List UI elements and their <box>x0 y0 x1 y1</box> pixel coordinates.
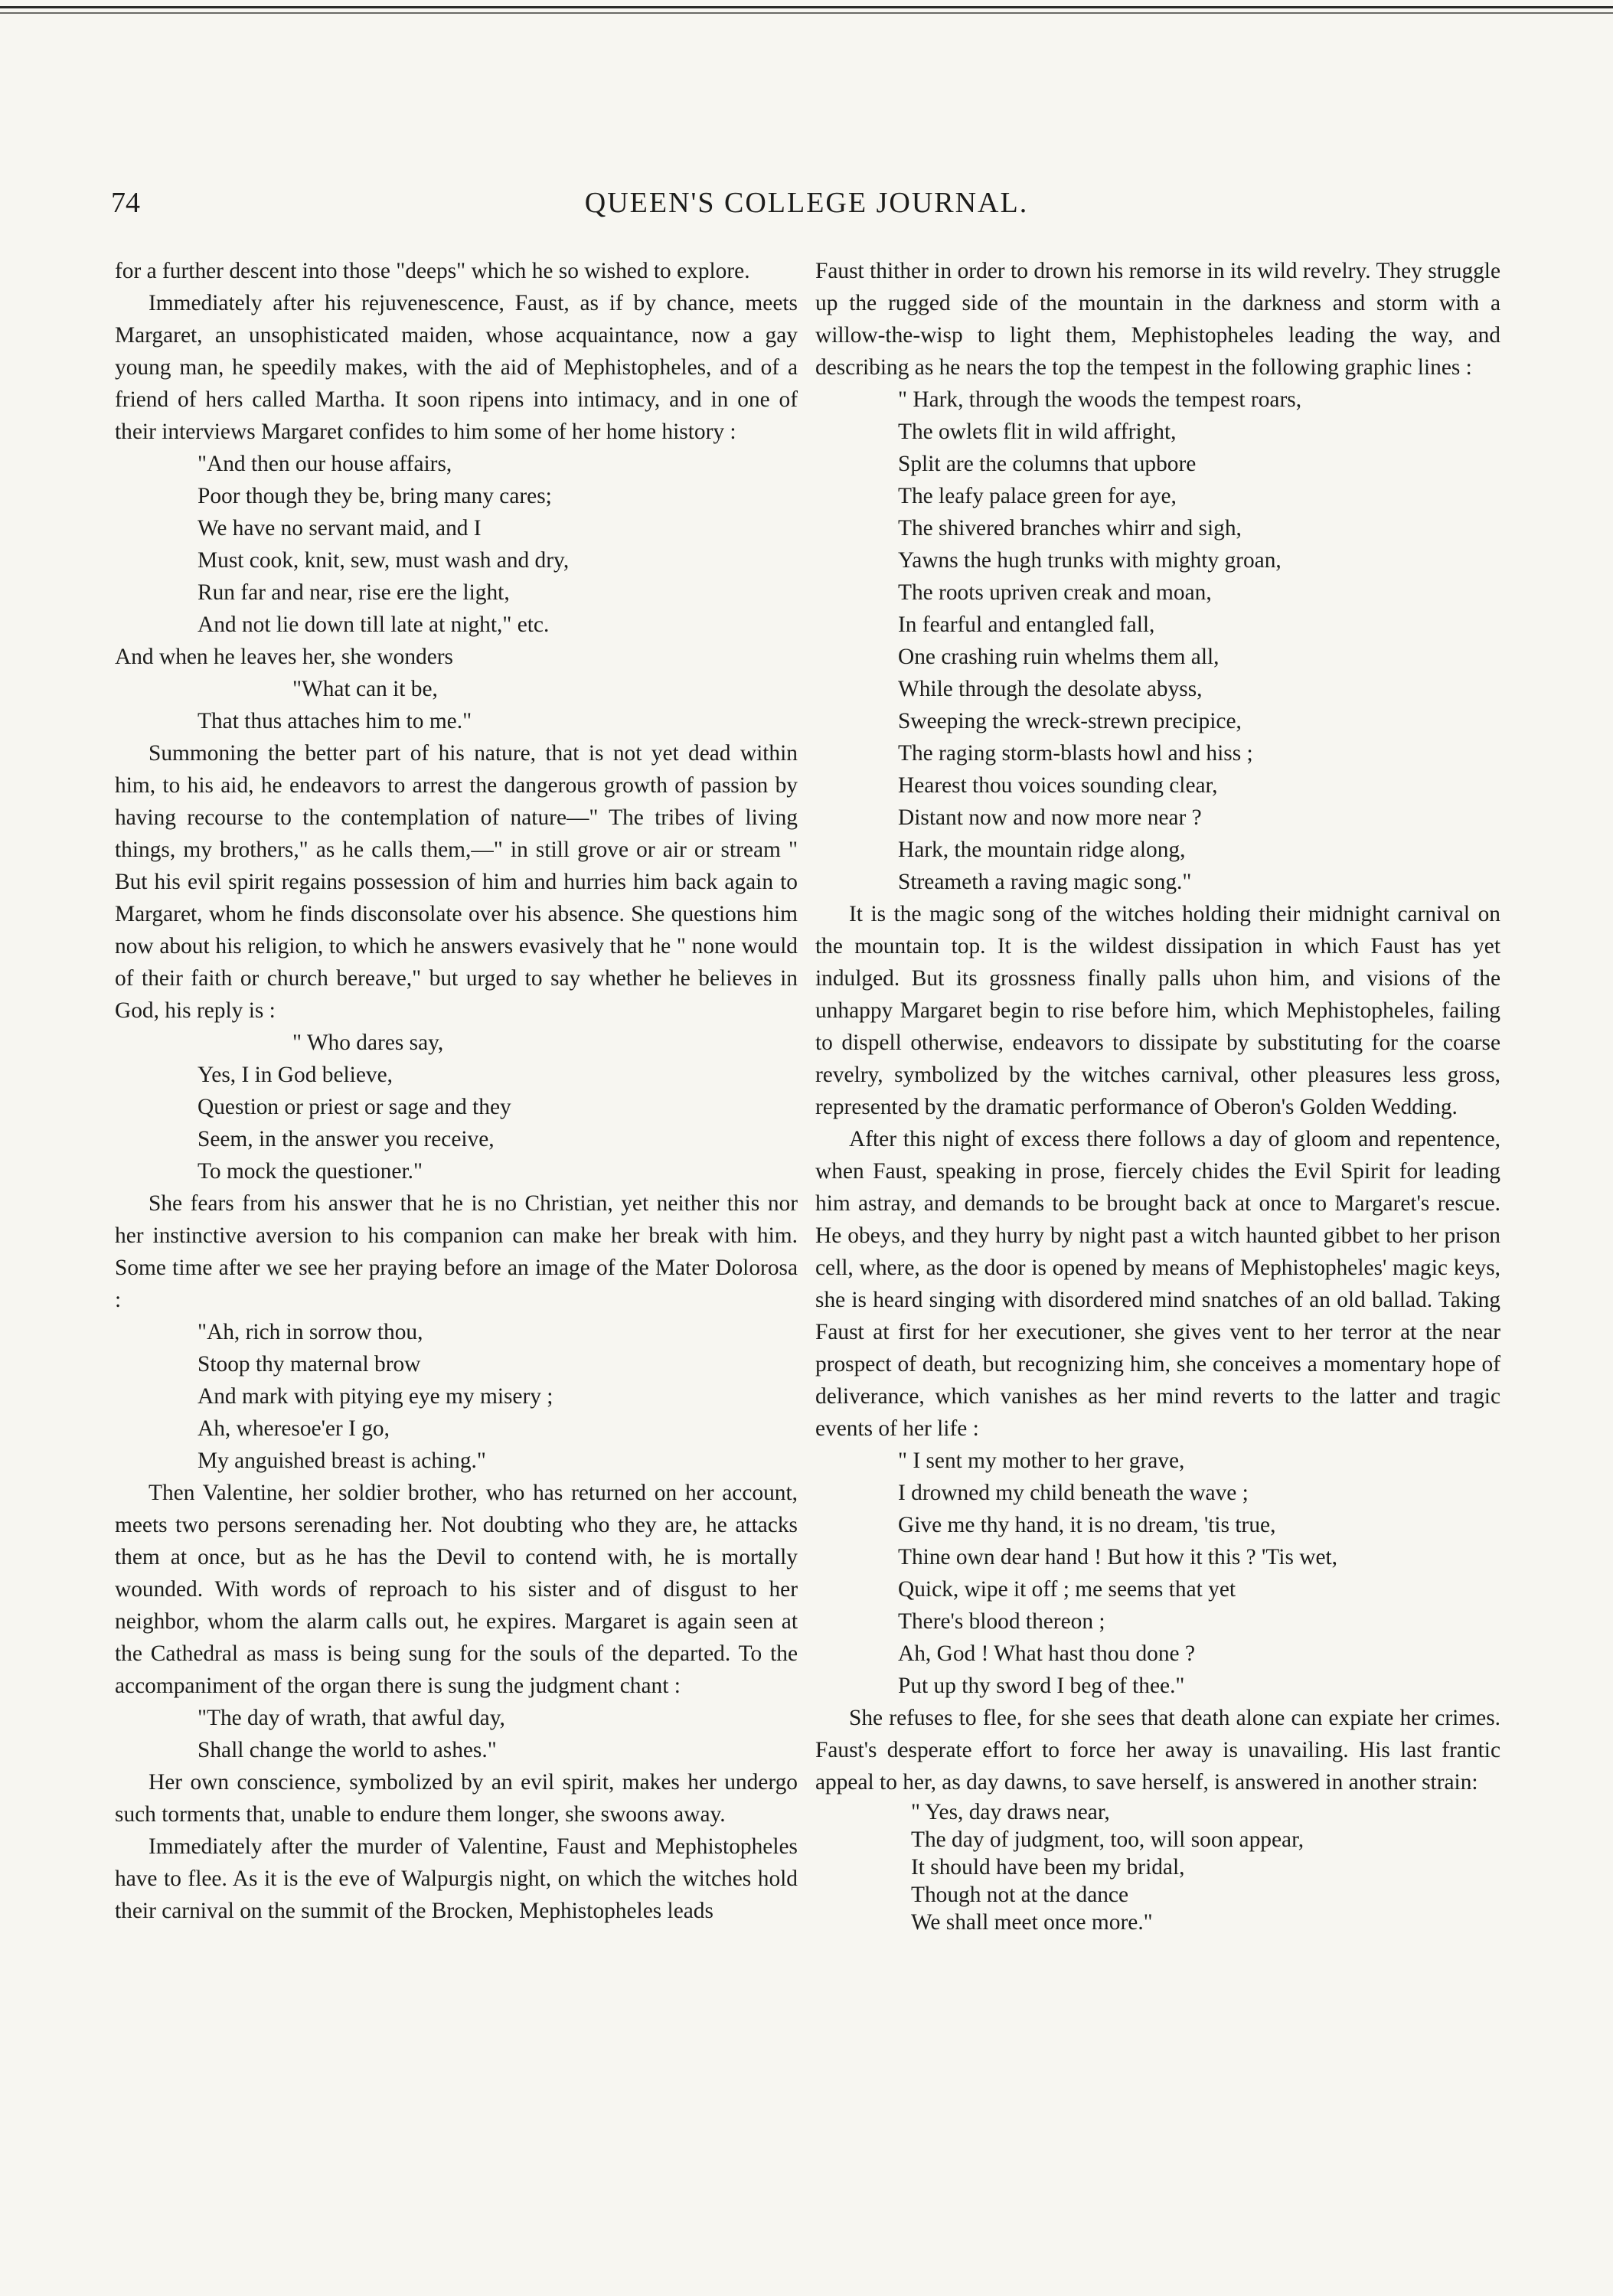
paragraph: Immediately after the murder of Valentine, Faust and Mephistopheles have to flee. As it is the eve of Walpurgis night, on which the witches hold their carnival on the summit of the Brocken, Mephistopheles leads <box>115 1834 798 1923</box>
verse-line: The raging storm-blasts howl and hiss ; <box>898 741 1253 766</box>
verse-tempest <box>815 384 1500 898</box>
verse-line: Yawns the hugh trunks with mighty groan, <box>898 548 1282 573</box>
paragraph: Immediately after his rejuvenescence, Faust, as if by chance, meets Margaret, an unsophisticated maiden, whose acquaintance, now a gay young man, he speedily makes, with the aid of Mephistopheles, and of a friend of hers called Martha. It soon ripens into intimacy, and in one of their interviews Margaret confides to him some of her home history : <box>115 291 798 444</box>
top-rule <box>0 6 1613 8</box>
verse-mater-dolorosa <box>115 1316 798 1477</box>
verse-line: Put up thy sword I beg of thee." <box>898 1674 1185 1698</box>
verse-line: Though not at the dance <box>911 1883 1129 1907</box>
verse-line: One crashing ruin whelms them all, <box>898 645 1220 669</box>
verse-line: Sweeping the wreck-strewn precipice, <box>898 709 1242 733</box>
verse-line: Quick, wipe it off ; me seems that yet <box>898 1577 1236 1602</box>
paragraph: Faust thither in order to drown his remorse in its wild revelry. They struggle up the rugged side of the mountain in the darkness and storm with a willow-the-wisp to light them, Mephistopheles leading the way, and describing as he nears the top the tempest in the following graphic lines : <box>815 259 1500 380</box>
verse-line: Poor though they be, bring many cares; <box>198 484 552 508</box>
verse-line: Hearest thou voices sounding clear, <box>898 773 1218 798</box>
verse-line: While through the desolate abyss, <box>898 677 1203 701</box>
paragraph: After this night of excess there follows a day of gloom and repentence, when Faust, speaking in prose, fiercely chides the Evil Spirit for leading him astray, and demands to be brought back at once to Margaret's rescue. He obeys, and they hurry by night past a witch haunted gibbet to her prison cell, where, as the door is opened by means of Mephistopheles' magic keys, she is heard singing with disordered mind snatches of an old ballad. Taking Faust at first for her executioner, she gives vent to her terror at the near prospect of death, but recognizing him, she conceives a momentary hope of deliverance, which vanishes as her mind reverts to the latter and tragic events of her life : <box>815 1127 1500 1441</box>
verse-prison-cell <box>815 1445 1500 1702</box>
verse-line: To mock the questioner." <box>198 1159 423 1184</box>
paragraph: Summoning the better part of his nature, that is not yet dead within him, to his aid, he endeavors to arrest the dangerous growth of passion by having recourse to the contemplation of nature—" The tribes of living things, my brothers," as he calls them,—" in still grove or air or stream " But his evil spirit regains possession of him and hurries him back again to Margaret, whom he finds disconsolate over his absence. She questions him now about his religion, to which he answers evasively that he " none would of their faith or church bereave," but urged to say whether he believes in God, his reply is : <box>115 741 798 1023</box>
verse-line: The day of judgment, too, will soon appear, <box>911 1827 1304 1852</box>
verse-line: There's blood thereon ; <box>898 1609 1105 1634</box>
verse-line: Shall change the world to ashes." <box>198 1738 497 1762</box>
verse-house-affairs <box>115 448 798 641</box>
verse-line: And not lie down till late at night," etc. <box>198 612 550 637</box>
verse-line: Ah, God ! What hast thou done ? <box>898 1641 1195 1666</box>
paragraph: Her own conscience, symbolized by an evil spirit, makes her undergo such torments that, unable to endure them longer, she swoons away. <box>115 1770 798 1827</box>
verse-line: Split are the columns that upbore <box>898 452 1197 476</box>
verse-line: We have no servant maid, and I <box>198 516 482 541</box>
verse-what-can-it-be <box>115 673 798 737</box>
verse-line: "The day of wrath, that awful day, <box>198 1706 505 1730</box>
verse-line: It should have been my bridal, <box>911 1855 1185 1880</box>
verse-line: "What can it be, <box>292 677 438 701</box>
verse-line: Question or priest or sage and they <box>198 1095 511 1119</box>
verse-line: We shall meet once more." <box>911 1910 1153 1935</box>
page-number: 74 <box>111 187 140 219</box>
paragraph: It is the magic song of the witches holding their midnight carnival on the mountain top. It is the wildest dissipation in which Faust has yet indulged. But its grossness finally palls uhon him, and visions of the unhappy Margaret begin to rise before him, which Mephistopheles, failing to dispell otherwise, endeavors to dissipate by substituting for the coarse revelry, symbolized by the witches carnival, other pleasures less gross, represented by the dramatic performance of Oberon's Golden Wedding. <box>815 902 1500 1119</box>
paragraph: She refuses to flee, for she sees that death alone can expiate her crimes. Faust's desperate effort to force her away is unavailing. His last frantic appeal to her, as day dawns, to save herself, is answered in another strain: <box>815 1706 1500 1795</box>
right-column <box>815 255 1500 1936</box>
verse-line: My anguished breast is aching." <box>198 1448 486 1473</box>
left-column <box>115 255 798 1927</box>
top-rule-thin <box>0 12 1613 14</box>
verse-line: " I sent my mother to her grave, <box>898 1448 1185 1473</box>
verse-line: " Who dares say, <box>292 1030 444 1055</box>
verse-line: The roots upriven creak and moan, <box>898 580 1212 605</box>
verse-line: Ah, wheresoe'er I go, <box>198 1416 390 1441</box>
verse-day-of-wrath <box>115 1702 798 1766</box>
verse-line: "And then our house affairs, <box>198 452 452 476</box>
verse-line: Stoop thy maternal brow <box>198 1352 421 1377</box>
verse-line: "Ah, rich in sorrow thou, <box>198 1320 423 1344</box>
verse-line: Must cook, knit, sew, must wash and dry, <box>198 548 570 573</box>
verse-line: In fearful and entangled fall, <box>898 612 1155 637</box>
verse-line: Distant now and now more near ? <box>898 805 1202 830</box>
verse-line: That thus attaches him to me." <box>198 709 472 733</box>
verse-who-dares-say <box>115 1027 798 1187</box>
paragraph: She fears from his answer that he is no Christian, yet neither this nor her instinctive aversion to his companion can make her break with him. Some time after we see her praying before an image of the Mater Dolorosa : <box>115 1191 798 1312</box>
verse-line: Seem, in the answer you receive, <box>198 1127 495 1151</box>
verse-line: The owlets flit in wild affright, <box>898 420 1177 444</box>
verse-line: Run far and near, rise ere the light, <box>198 580 510 605</box>
verse-line: I drowned my child beneath the wave ; <box>898 1481 1249 1505</box>
verse-line: The shivered branches whirr and sigh, <box>898 516 1242 541</box>
journal-title: QUEEN'S COLLEGE JOURNAL. <box>584 187 1029 219</box>
verse-line: Give me thy hand, it is no dream, 'tis true, <box>898 1513 1276 1537</box>
paragraph: Then Valentine, her soldier brother, who has returned on her account, meets two persons serenading her. Not doubting who they are, he attacks them at once, but as he has the Devil to contend with, he is mortally wounded. With words of reproach to his sister and of disgust to her neighbor, whom the alarm calls out, he expires. Margaret is again seen at the Cathedral as mass is being sung for the souls of the departed. To the accompaniment of the organ there is sung the judgment chant : <box>115 1481 798 1698</box>
verse-line: " Yes, day draws near, <box>911 1800 1110 1824</box>
paragraph: And when he leaves her, she wonders <box>115 645 453 669</box>
verse-line: The leafy palace green for aye, <box>898 484 1177 508</box>
paragraph: for a further descent into those "deeps" which he so wished to explore. <box>115 259 750 283</box>
verse-line: And mark with pitying eye my misery ; <box>198 1384 553 1409</box>
verse-line: Streameth a raving magic song." <box>898 870 1192 894</box>
verse-line: Thine own dear hand ! But how it this ? 'Tis wet, <box>898 1545 1338 1569</box>
verse-line: " Hark, through the woods the tempest roars, <box>898 387 1302 412</box>
verse-line: Yes, I in God believe, <box>198 1063 393 1087</box>
verse-line: Hark, the mountain ridge along, <box>898 838 1186 862</box>
verse-day-draws-near <box>815 1798 1500 1936</box>
